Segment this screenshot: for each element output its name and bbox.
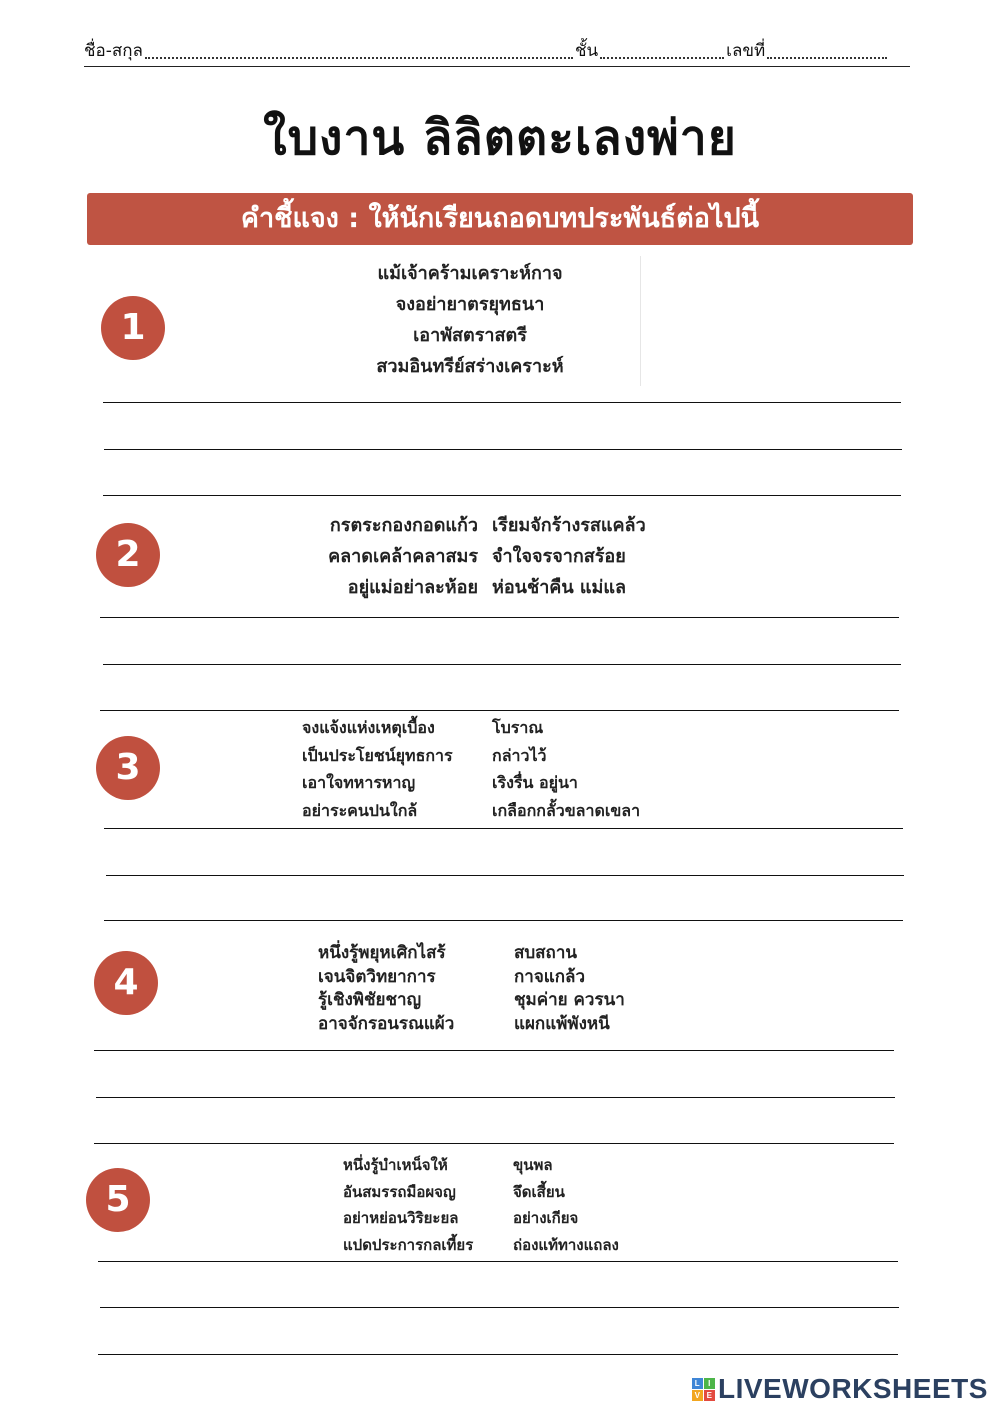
poem-verse-second: สบสถาน [514, 943, 578, 963]
answer-line[interactable] [104, 449, 902, 450]
poem-verse-first: อยู่แม่อย่าละห้อย [347, 577, 478, 598]
logo-text: LIVEWORKSHEETS [718, 1373, 988, 1404]
answer-line[interactable] [104, 828, 903, 829]
poem-verse-second: อย่างเกียจ [513, 1209, 579, 1227]
poem-row [343, 1179, 619, 1206]
section-2-number: 2 [96, 523, 160, 587]
answer-line[interactable] [98, 1354, 898, 1355]
poem-verse-second: ชุมค่าย ควรนา [514, 990, 625, 1010]
number-field[interactable] [726, 36, 889, 66]
poem-verse-first: หนึ่งรู้พยุหเศิกไสร้ [318, 943, 446, 963]
poem-row [343, 1232, 619, 1259]
poem-verse-first: อันสมรรถมือผจญ [343, 1182, 456, 1201]
poem-row [318, 942, 625, 966]
logo-letter: V [692, 1390, 703, 1401]
divider [640, 256, 641, 386]
answer-line[interactable] [103, 495, 901, 496]
name-label: ชื่อ-สกุล [84, 41, 143, 61]
section-3-number: 3 [96, 736, 160, 800]
section-1-number: 1 [101, 296, 165, 360]
answer-line[interactable] [94, 1050, 894, 1051]
name-field[interactable] [84, 36, 575, 66]
answer-line[interactable] [94, 1143, 894, 1144]
logo-letter: I [704, 1378, 715, 1389]
poem-row [318, 1013, 625, 1037]
poem-row [343, 1152, 619, 1179]
poem-verse-first: จงแจ้งแห่งเหตุเบื้อง [302, 718, 435, 737]
poem-row [300, 510, 646, 541]
section-3-poem [302, 714, 640, 824]
poem-verse-first: เป็นประโยชน์ยุทธการ [302, 745, 453, 765]
name-blank[interactable] [145, 57, 573, 59]
poem-verse-first: เอาใจทหารหาญ [302, 773, 416, 792]
poem-verse-second: ห่อนช้าคืน แม่แล [492, 577, 627, 598]
number-blank[interactable] [767, 57, 887, 59]
poem-verse-first: รู้เชิงพิชัยชาญ [318, 990, 422, 1010]
poem-verse-first: อย่าระคนปนใกล้ [302, 800, 418, 820]
poem-row [318, 989, 625, 1013]
poem-row [302, 714, 640, 742]
poem-line: เอาพัสตราสตรี [413, 325, 527, 346]
answer-line[interactable] [98, 1261, 898, 1262]
logo-mark-icon [692, 1378, 715, 1401]
answer-line[interactable] [100, 710, 899, 711]
poem-verse-first: อาจจักรอนรณแผ้ว [318, 1013, 455, 1034]
answer-line[interactable] [106, 875, 904, 876]
poem-verse-second: แผกแพ้พังหนี [514, 1013, 610, 1034]
poem-line: สวมอินทรีย์สร่างเคราะห์ [376, 356, 564, 377]
section-5-number: 5 [86, 1168, 150, 1232]
section-4-number: 4 [94, 951, 158, 1015]
section-4-poem [318, 942, 625, 1036]
answer-line[interactable] [103, 402, 901, 403]
class-blank[interactable] [600, 57, 724, 59]
poem-verse-second: เริงรื่น อยู่นา [492, 773, 578, 792]
liveworksheets-logo[interactable] [692, 1371, 988, 1407]
poem-verse-first: อย่าหย่อนวิริยะยล [343, 1209, 459, 1227]
poem-verse-first: คลาดเคล้าคลาสมร [328, 546, 478, 567]
poem-verse-second: จึดเสี้ยน [513, 1182, 565, 1201]
poem-verse-second: กล่าวไว้ [492, 745, 547, 765]
answer-line[interactable] [100, 1307, 899, 1308]
logo-letter: L [692, 1378, 703, 1389]
poem-verse-first: แปดประการกลเที้ยร [343, 1235, 474, 1254]
poem-verse-second: จำใจจรจากสร้อย [492, 546, 626, 567]
worksheet-title: ใบงาน ลิลิตตะเลงพ่าย [263, 110, 737, 166]
poem-verse-second: โบราณ [492, 718, 544, 737]
student-info-line [84, 34, 910, 67]
poem-verse-first: กรตระกองกอดแก้ว [329, 515, 478, 536]
poem-verse-first: เจนจิตวิทยาการ [318, 966, 436, 987]
class-label: ชั้น [574, 41, 599, 61]
section-2-poem [300, 510, 646, 603]
poem-verse-second: เกลือกกลั้วขลาดเขลา [492, 800, 641, 820]
class-field[interactable] [575, 36, 726, 66]
answer-line[interactable] [100, 617, 899, 618]
poem-line: แม้เจ้าคร้ามเคราะห์กาจ [377, 263, 563, 284]
answer-line[interactable] [103, 664, 901, 665]
poem-row [302, 742, 640, 770]
answer-line[interactable] [104, 920, 903, 921]
poem-row [302, 769, 640, 797]
poem-verse-first: หนึ่งรู้บำเหน็จให้ [343, 1156, 448, 1174]
poem-row [300, 541, 646, 572]
section-1-poem [300, 258, 640, 382]
poem-row [343, 1205, 619, 1232]
poem-verse-second: ขุนพล [513, 1156, 553, 1174]
poem-verse-second: เรียมจักร้างรสแคล้ว [492, 515, 646, 536]
poem-row [300, 572, 646, 603]
answer-line[interactable] [96, 1097, 895, 1098]
instruction-banner: คำชี้แจง : ให้นักเรียนถอดบทประพันธ์ต่อไปนี้ [87, 193, 913, 245]
number-label: เลขที่ [726, 41, 766, 61]
poem-verse-second: ถ่องแท้ทางแถลง [513, 1235, 619, 1254]
poem-verse-second: กาจแกล้ว [514, 966, 586, 987]
logo-letter: E [704, 1390, 715, 1401]
poem-row [318, 966, 625, 990]
poem-row [302, 797, 640, 825]
poem-line: จงอย่ายาตรยุทธนา [395, 294, 545, 315]
section-5-poem [343, 1152, 619, 1258]
